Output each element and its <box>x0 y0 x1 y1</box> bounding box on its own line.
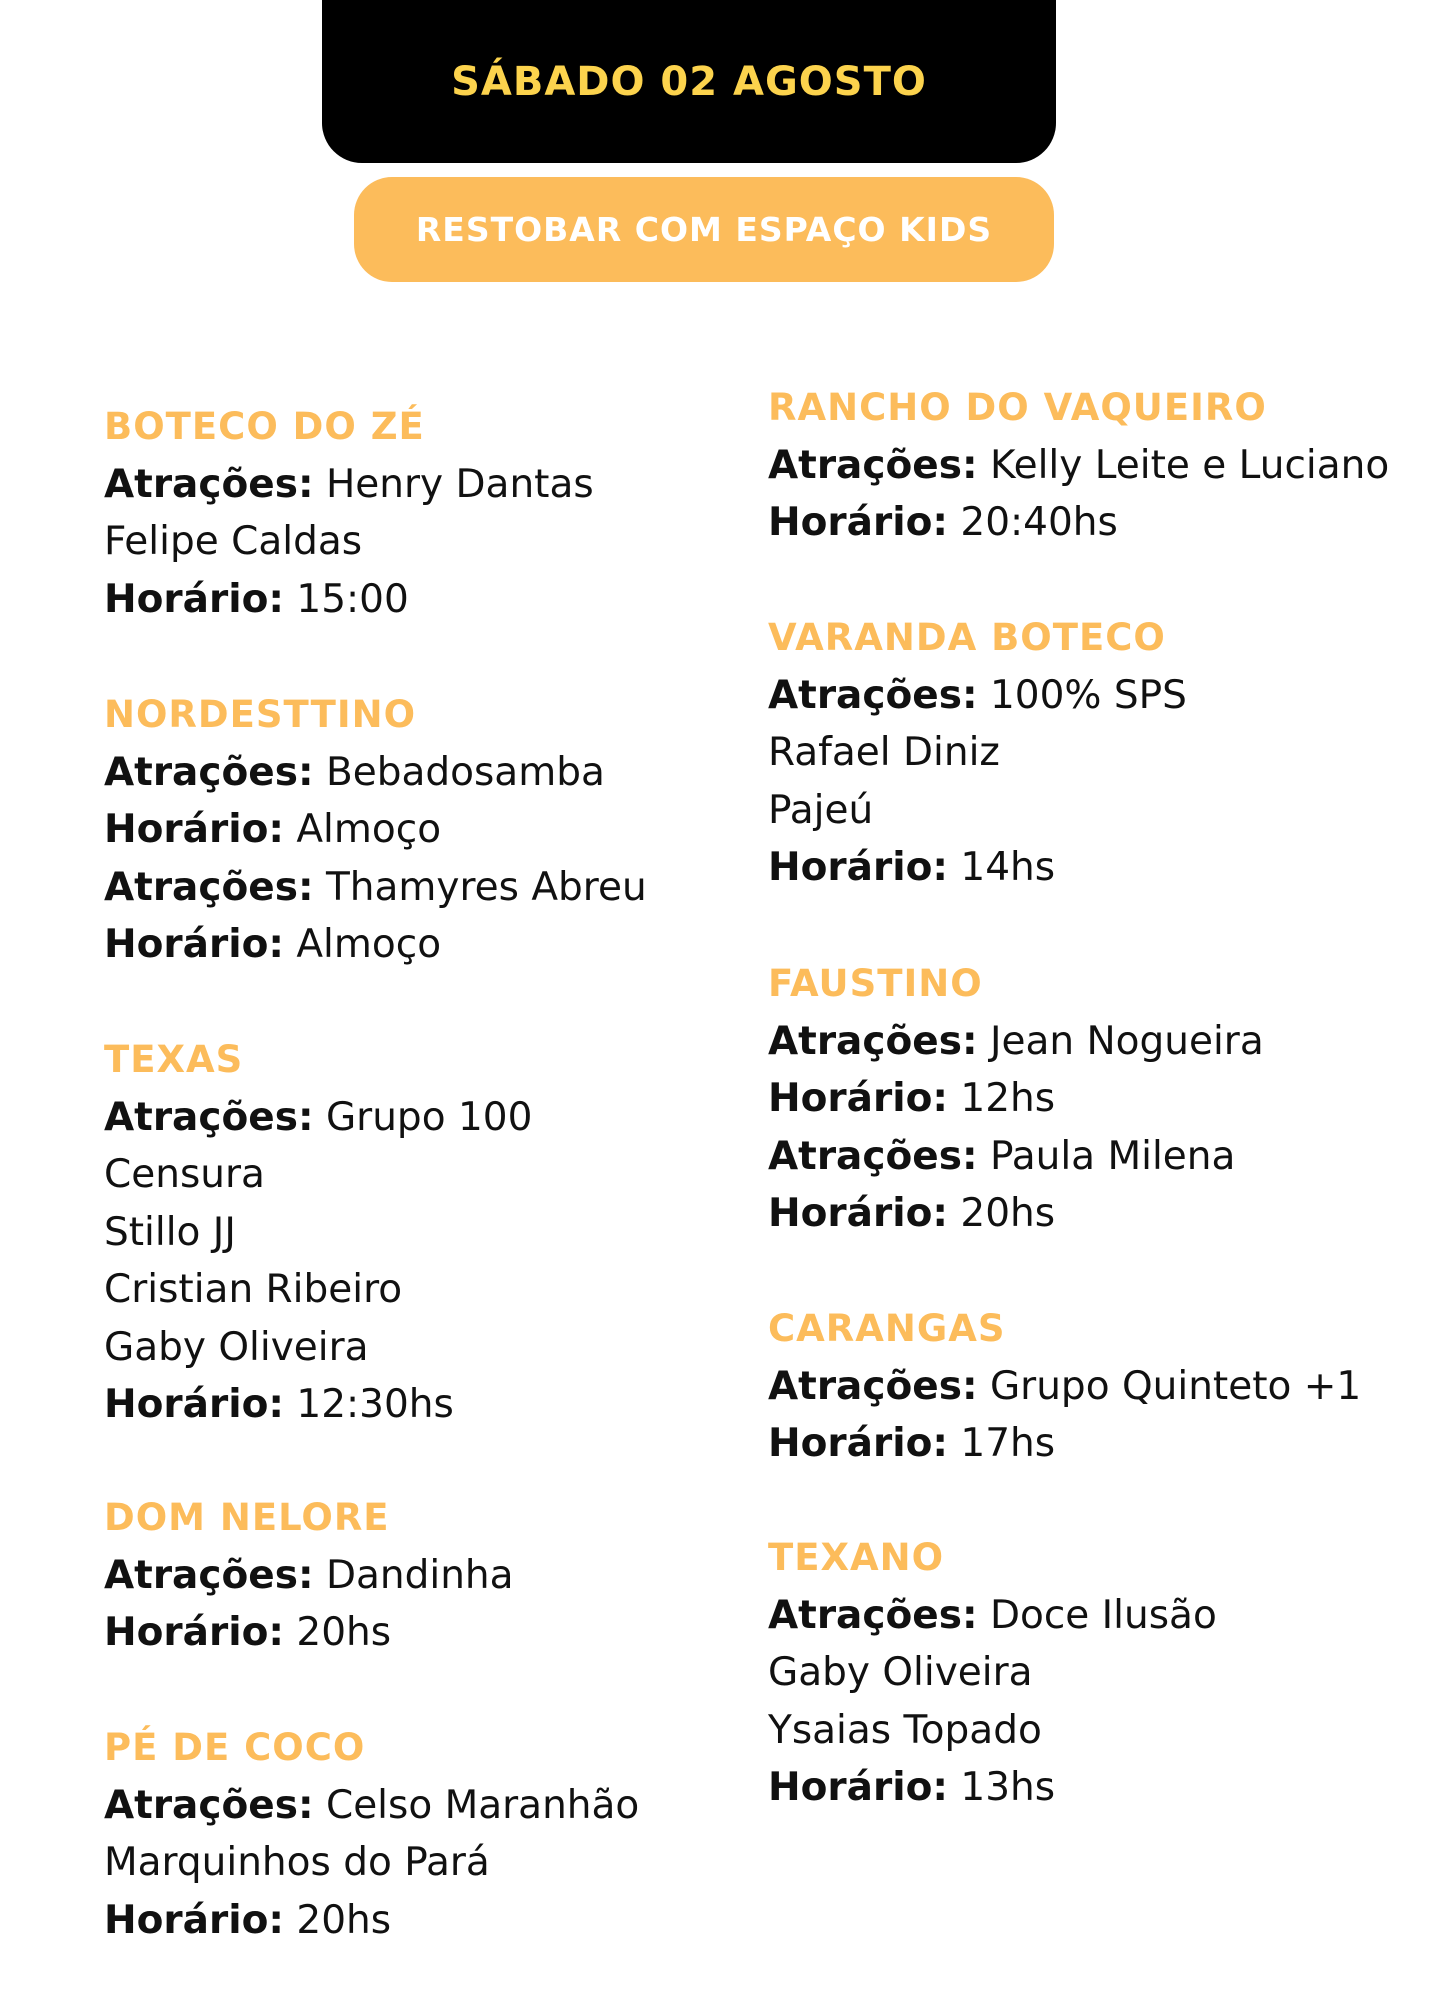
venue-block <box>768 1529 1408 1817</box>
venue-detail-line <box>104 1089 744 1147</box>
detail-label: Horário: <box>768 845 948 890</box>
venue-block <box>768 955 1408 1243</box>
detail-label: Horário: <box>768 1421 948 1466</box>
venue-detail-line <box>768 437 1408 495</box>
detail-label: Atrações: <box>768 672 978 718</box>
detail-value: Dandinha <box>313 1552 514 1598</box>
detail-label: Horário: <box>104 1382 284 1427</box>
venue-detail-line <box>104 801 744 859</box>
detail-value: Grupo 100 <box>313 1094 533 1140</box>
detail-value: Jean Nogueira <box>977 1018 1264 1064</box>
detail-value: Celso Maranhão <box>313 1782 640 1828</box>
venue-detail-line <box>104 1319 744 1377</box>
venue-detail-line <box>768 1185 1408 1243</box>
detail-value: Censura <box>104 1152 265 1197</box>
detail-label: Horário: <box>104 1897 284 1943</box>
detail-label: Atrações: <box>104 864 314 910</box>
event-subtitle: RESTOBAR COM ESPAÇO KIDS <box>415 210 993 249</box>
venue-name: TEXAS <box>104 1038 244 1081</box>
detail-value: 100% SPS <box>977 672 1187 718</box>
venue-detail-line <box>768 1587 1408 1645</box>
subtitle-pill <box>354 177 1054 282</box>
detail-label: Atrações: <box>768 1018 978 1064</box>
venue-detail-line <box>768 724 1408 782</box>
detail-label: Horário: <box>104 807 284 852</box>
venue-block <box>104 1719 744 1949</box>
venue-detail-line <box>768 1358 1408 1416</box>
detail-value: Rafael Diniz <box>768 730 1000 775</box>
detail-label: Atrações: <box>768 1363 978 1409</box>
detail-value: 12hs <box>947 1076 1056 1121</box>
detail-value: Felipe Caldas <box>104 519 363 564</box>
venue-detail-line <box>104 1376 744 1434</box>
detail-value: Gaby Oliveira <box>104 1324 369 1370</box>
date-banner <box>322 0 1056 163</box>
detail-label: Atrações: <box>104 1552 314 1598</box>
detail-label: Horário: <box>104 922 284 967</box>
event-date: SÁBADO 02 AGOSTO <box>451 58 927 105</box>
detail-label: Atrações: <box>768 442 978 488</box>
detail-value: Kelly Leite e Luciano <box>977 442 1390 488</box>
venue-detail-line <box>768 494 1408 552</box>
venue-block <box>104 398 744 628</box>
detail-label: Horário: <box>104 1610 284 1655</box>
detail-label: Atrações: <box>104 1094 314 1140</box>
venue-name: PÉ DE COCO <box>104 1726 366 1769</box>
venue-detail-line <box>104 1834 744 1892</box>
detail-value: Pajeú <box>768 787 874 833</box>
venue-detail-line <box>104 1892 744 1950</box>
detail-value: Bebadosamba <box>313 749 605 795</box>
detail-value: Henry Dantas <box>313 461 594 507</box>
venue-detail-line <box>768 667 1408 725</box>
detail-value: 15:00 <box>283 576 409 622</box>
detail-label: Atrações: <box>768 1133 978 1179</box>
venue-detail-line <box>104 916 744 974</box>
venue-detail-line <box>768 1013 1408 1071</box>
detail-label: Atrações: <box>768 1592 978 1638</box>
detail-value: Marquinhos do Pará <box>104 1840 490 1885</box>
venue-detail-line <box>768 1415 1408 1473</box>
venue-block <box>104 1031 744 1434</box>
venue-detail-line <box>104 1204 744 1262</box>
venue-detail-line <box>104 571 744 629</box>
venue-block <box>768 609 1408 897</box>
detail-value: Grupo Quinteto +1 <box>977 1363 1362 1409</box>
detail-value: 20:40hs <box>947 500 1118 545</box>
venue-detail-line <box>104 513 744 571</box>
detail-value: Doce Ilusão <box>977 1592 1217 1638</box>
venue-detail-line <box>104 456 744 514</box>
detail-value: 13hs <box>947 1765 1056 1810</box>
venue-name: CARANGAS <box>768 1307 1006 1350</box>
detail-label: Atrações: <box>104 461 314 507</box>
venue-block <box>104 686 744 974</box>
venue-name: DOM NELORE <box>104 1496 390 1539</box>
detail-label: Horário: <box>768 1076 948 1121</box>
venue-detail-line <box>104 1777 744 1835</box>
venue-detail-line <box>104 1547 744 1605</box>
detail-value: 20hs <box>283 1610 392 1655</box>
detail-value: 17hs <box>947 1421 1056 1466</box>
detail-value: Almoço <box>283 922 442 967</box>
venue-name: RANCHO DO VAQUEIRO <box>768 386 1267 429</box>
detail-value: 20hs <box>283 1897 392 1943</box>
detail-value: 20hs <box>947 1191 1056 1236</box>
detail-value: Thamyres Abreu <box>313 864 647 910</box>
venue-name: NORDESTTINO <box>104 693 417 736</box>
venue-name: FAUSTINO <box>768 962 983 1005</box>
detail-label: Horário: <box>768 1191 948 1236</box>
venue-detail-line <box>768 782 1408 840</box>
venue-name: TEXANO <box>768 1536 945 1579</box>
detail-label: Atrações: <box>104 1782 314 1828</box>
venue-block <box>768 379 1408 552</box>
detail-label: Horário: <box>768 1765 948 1810</box>
venue-detail-line <box>104 1146 744 1204</box>
venue-detail-line <box>768 1702 1408 1760</box>
venue-detail-line <box>104 744 744 802</box>
venue-detail-line <box>768 839 1408 897</box>
venue-block <box>768 1300 1408 1473</box>
detail-value: Paula Milena <box>977 1133 1236 1179</box>
venue-detail-line <box>768 1070 1408 1128</box>
detail-value: Ysaias Topado <box>768 1707 1042 1753</box>
venue-name: VARANDA BOTECO <box>768 616 1166 659</box>
detail-label: Horário: <box>104 576 284 622</box>
venue-detail-line <box>104 1261 744 1319</box>
detail-value: Gaby Oliveira <box>768 1650 1033 1695</box>
venue-detail-line <box>768 1128 1408 1186</box>
venue-name: BOTECO DO ZÉ <box>104 405 425 448</box>
detail-label: Horário: <box>768 500 948 545</box>
venue-detail-line <box>768 1644 1408 1702</box>
detail-value: 12:30hs <box>283 1382 454 1427</box>
venue-detail-line <box>768 1759 1408 1817</box>
detail-value: 14hs <box>947 845 1056 890</box>
venue-detail-line <box>104 859 744 917</box>
venue-detail-line <box>104 1604 744 1662</box>
detail-value: Cristian Ribeiro <box>104 1267 403 1312</box>
venue-block <box>104 1489 744 1662</box>
detail-label: Atrações: <box>104 749 314 795</box>
detail-value: Stillo JJ <box>104 1209 236 1255</box>
detail-value: Almoço <box>283 807 442 852</box>
